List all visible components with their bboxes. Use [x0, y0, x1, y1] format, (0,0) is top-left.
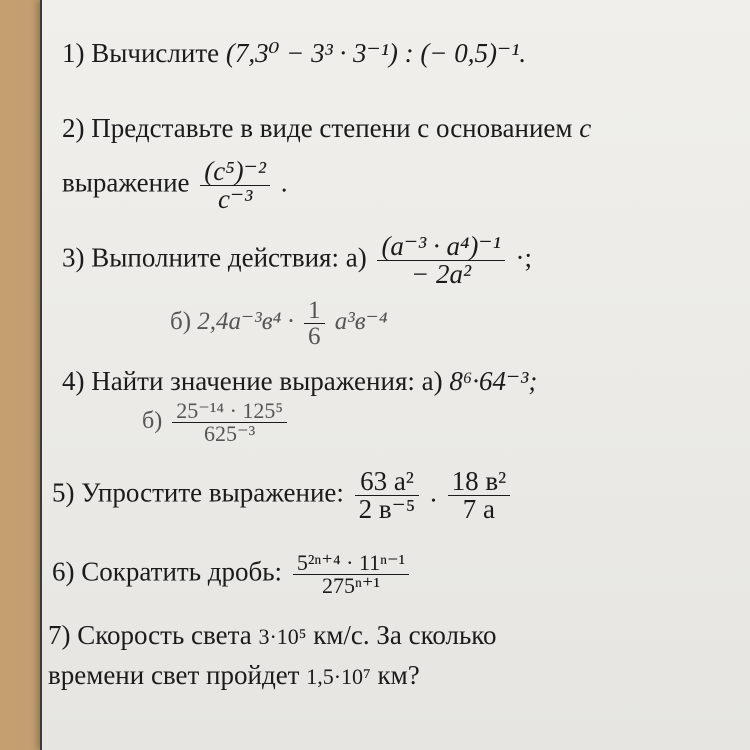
problem-2-dot: . — [280, 167, 288, 198]
problem-4b-denominator: 625⁻³ — [204, 421, 256, 446]
problem-5-label: 5) Упростите выражение: — [52, 477, 344, 508]
problem-3a-fraction — [377, 233, 504, 288]
problem-3a-tail: ·; — [515, 242, 532, 273]
problem-6-fraction — [293, 552, 409, 597]
problem-7-text-3: времени свет пройдет — [48, 660, 300, 690]
problem-4-label: 4) Найти значение выражения: а) — [62, 366, 443, 396]
problem-5 — [52, 468, 514, 523]
problem-5-dot: . — [430, 477, 437, 508]
problem-7-line-1 — [48, 622, 497, 649]
problem-5-fraction-2-numerator: 18 в² — [448, 468, 511, 496]
problem-5-fraction-2-denominator: 7 а — [462, 494, 495, 524]
problem-7-text-4: км? — [377, 660, 420, 690]
problem-5-fraction-1-denominator: 2 в⁻⁵ — [358, 494, 416, 524]
problem-7-distance: 1,5·10⁷ — [306, 664, 371, 689]
problem-4a-expression: 8⁶·64⁻³; — [449, 366, 538, 396]
problem-3b-denominator: 6 — [308, 323, 321, 350]
problem-7-text-2: км/с. За сколько — [313, 620, 497, 650]
problem-4b-fraction — [172, 400, 287, 445]
problem-7-text-1: 7) Скорость света — [48, 620, 252, 650]
problem-2-line-2 — [62, 158, 288, 213]
problem-6-numerator: 5²ⁿ⁺⁴ · 11ⁿ⁻¹ — [293, 552, 409, 575]
problem-2-word: выражение — [62, 167, 190, 198]
problem-7-speed: 3·10⁵ — [258, 624, 307, 649]
problem-1-label: 1) Вычислите — [62, 38, 220, 68]
problem-3b-label: б) — [170, 308, 192, 336]
problem-7-line-2 — [48, 662, 420, 689]
problem-3b-expression-post: a³в⁻⁴ — [334, 308, 388, 336]
problem-3-line-b — [170, 298, 388, 349]
problem-2-line-1 — [62, 115, 591, 142]
problem-2-label: 2) Представьте в виде степени с основанием — [62, 113, 573, 143]
problem-4-line-b — [142, 400, 291, 445]
problem-5-fraction-1 — [355, 468, 420, 523]
problem-4b-label: б) — [142, 408, 163, 435]
problem-3a-denominator: − 2a² — [411, 259, 472, 289]
problem-3b-expression-pre: 2,4a⁻³в⁴ · — [197, 308, 294, 336]
problem-3-line-a — [62, 233, 532, 288]
problem-3b-numerator: 1 — [304, 298, 325, 324]
problem-2-base: c — [579, 113, 592, 143]
problem-6 — [52, 552, 413, 597]
problem-2-fraction — [200, 158, 270, 213]
problem-5-fraction-2 — [448, 468, 511, 523]
problem-5-fraction-1-numerator: 63 a² — [355, 468, 420, 496]
problem-1-expression: (7,3⁰ − 3³ · 3⁻¹) : (− 0,5)⁻¹. — [225, 38, 527, 68]
problem-3-label: 3) Выполните действия: а) — [62, 242, 367, 273]
problem-6-denominator: 275ⁿ⁺¹ — [321, 573, 381, 598]
problem-4b-numerator: 25⁻¹⁴ · 125⁵ — [172, 400, 287, 423]
problem-2-denominator: c⁻³ — [217, 184, 253, 214]
problem-1 — [62, 40, 526, 67]
problem-3b-fraction — [304, 298, 325, 349]
problem-6-label: 6) Сократить дробь: — [52, 556, 283, 587]
problem-4-line-a — [62, 368, 537, 395]
problem-2-numerator: (c⁵)⁻² — [200, 158, 270, 186]
problem-3a-numerator: (a⁻³ · a⁴)⁻¹ — [377, 233, 504, 261]
